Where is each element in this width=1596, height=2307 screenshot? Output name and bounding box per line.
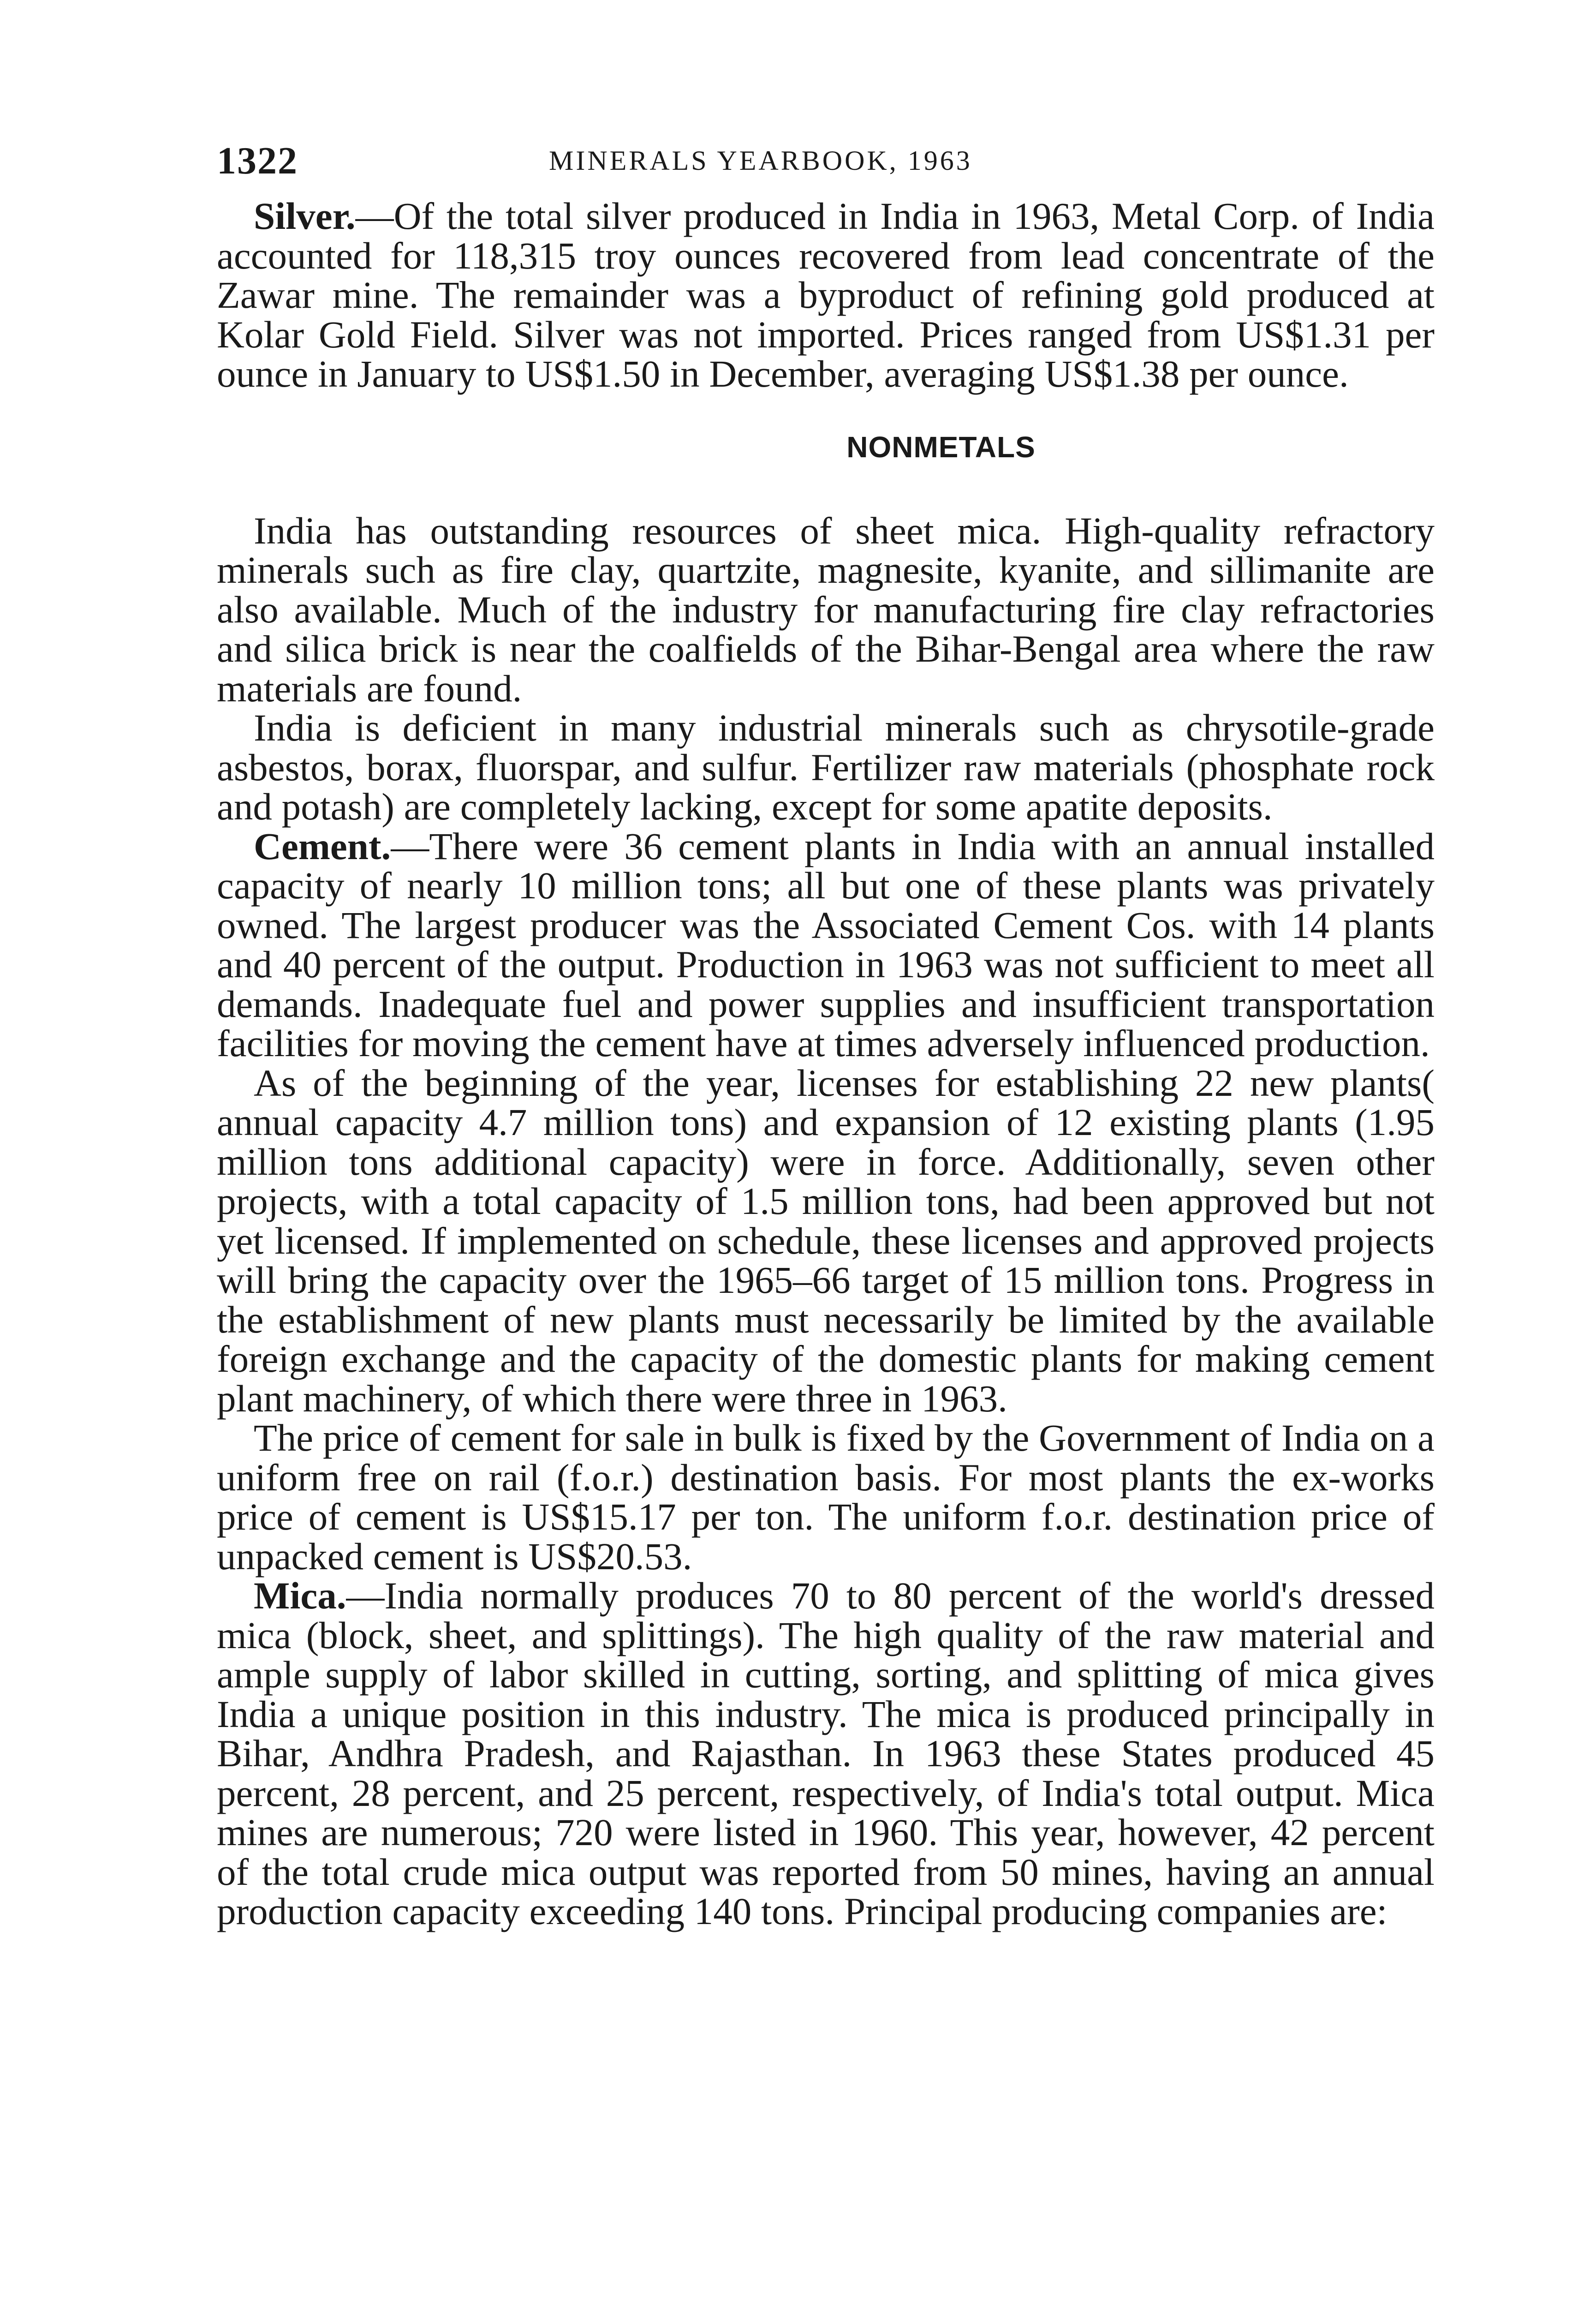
nonmetals-paragraph-2: India is deficient in many industrial minerals such as chrysotile-grade asbestos, borax, fluorspar, and sulfur. Fertilizer raw materials (phosphate rock and potash) are completely lacking, except for some apatite deposits. <box>217 706 1435 828</box>
mica-run-in-heading: Mica. <box>254 1574 346 1617</box>
cement-text: —There were 36 cement plants in India with an annual installed capacity of nearly 10 million tons; all but one of these plants was privately owned. The largest producer was the Associated Cement Cos. with 14 plants and 40 percent of the output. Production in 1963 was not sufficient to meet all demands. Inadequate fuel and power supplies and insufficient transportation facilities for moving the cement have at times adversely influenced production. <box>217 825 1435 1064</box>
cement-paragraph-3: The price of cement for sale in bulk is fixed by the Government of India on a uniform free on rail (f.o.r.) destination basis. For most plants the ex-works price of cement is US$15.17 per ton. The uniform f.o.r. destination price of unpacked cement is US$20.53. <box>217 1416 1435 1578</box>
silver-text: —Of the total silver produced in India in 1963, Metal Corp. of India accounted for 118,315 troy ounces recovered from lead concentrate of the Zawar mine. The remainder was a byproduct of refining gold produced at Kolar Gold Field. Silver was not imported. Prices ranged from US$1.31 per ounce in January to US$1.50 in December, averaging US$1.38 per ounce. <box>217 195 1435 395</box>
silver-paragraph <box>217 197 1435 394</box>
mica-paragraph <box>217 1576 1435 1931</box>
nonmetals-heading: NONMETALS <box>846 430 1036 464</box>
running-head <box>217 138 1435 194</box>
cement-run-in-heading: Cement. <box>254 825 391 867</box>
running-title: MINERALS YEARBOOK, 1963 <box>549 145 972 176</box>
page <box>217 138 1435 1931</box>
mica-text: —India normally produces 70 to 80 percent of the world's dressed mica (block, sheet, and splittings). The high quality of the raw material and ample supply of labor skilled in cutting, sorting, and splitting of mica gives India a unique position in this industry. The mica is produced principally in Bihar, Andhra Pradesh, and Rajasthan. In 1963 these States produced 45 percent, 28 percent, and 25 percent, respectively, of India's total output. Mica mines are numerous; 720 were listed in 1960. This year, however, 42 percent of the total crude mica output was reported from 50 mines, having an annual production capacity exceeding 140 tons. Principal producing companies are: <box>217 1574 1435 1932</box>
silver-run-in-heading: Silver. <box>254 195 356 237</box>
cement-paragraph <box>217 827 1435 1064</box>
nonmetals-paragraph-1: India has outstanding resources of sheet mica. High-quality refractory minerals such as fire clay, quartzite, magnesite, kyanite, and sillimanite are also available. Much of the industry for manufacturing fire clay refractories and silica brick is near the coalfields of the Bihar-Bengal area where the raw materials are found. <box>217 509 1435 710</box>
page-number: 1322 <box>217 139 298 182</box>
cement-paragraph-2: As of the beginning of the year, licenses for establishing 22 new plants( annual capacity 4.7 million tons) and expansion of 12 existing plants (1.95 million tons additional capacity) were in force. Additionally, seven other projects, with a total capacity of 1.5 million tons, had been approved but not yet licensed. If implemented on schedule, these licenses and approved projects will bring the capacity over the 1965–66 target of 15 million tons. Progress in the establishment of new plants must necessarily be limited by the available foreign exchange and the capacity of the domestic plants for making cement plant machinery, of which there were three in 1963. <box>217 1061 1435 1420</box>
